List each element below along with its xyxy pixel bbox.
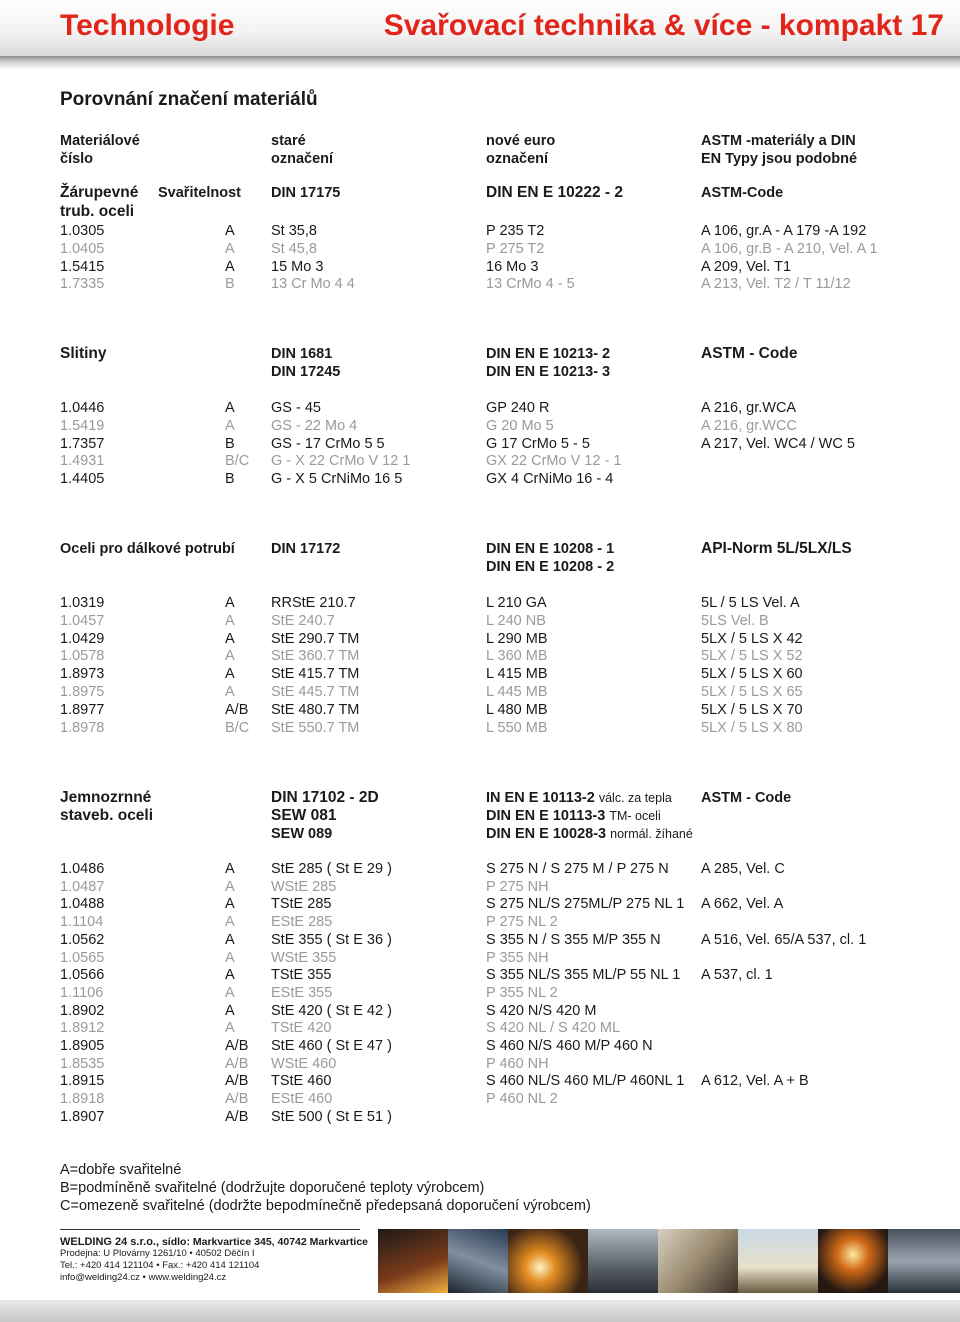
torch-photo [818, 1229, 888, 1293]
astm-code: A 516, Vel. 65/A 537, cl. 1 [701, 931, 867, 948]
weldability: A/B [225, 1108, 249, 1125]
section-header [0, 203, 960, 221]
weldability: A [225, 612, 235, 629]
en-note: válc. za tepla [598, 791, 672, 805]
new-designation: S 275 NL/S 275ML/P 275 NL 1 [486, 896, 685, 913]
new-designation: G 17 CrMo 5 - 5 [486, 435, 590, 452]
weldability: A/B [225, 1055, 249, 1072]
din-header: DIN 17172 [271, 541, 341, 557]
material-number: 1.4931 [60, 453, 105, 470]
new-designation: 16 Mo 3 [486, 258, 539, 275]
section-title: Slitiny [60, 345, 107, 362]
material-number: 1.5419 [60, 417, 105, 434]
weldability: B [225, 276, 235, 293]
astm-code: 5LX / 5 LS X 60 [701, 666, 803, 683]
old-designation: EStE 285 [271, 914, 333, 931]
weldability: A [225, 1020, 235, 1037]
old-designation: StE 480.7 TM [271, 701, 360, 718]
footer-divider [60, 1229, 360, 1230]
old-designation: WStE 460 [271, 1055, 337, 1072]
table-row [0, 984, 960, 1002]
section-title: staveb. oceli [60, 807, 154, 824]
old-designation: StE 420 ( St E 42 ) [271, 1002, 392, 1019]
material-number: 1.0486 [60, 861, 105, 877]
table-row [0, 949, 960, 967]
astm-code: A 216, gr.WCC [701, 417, 797, 434]
col-header-old: označení [271, 151, 334, 167]
table-row [0, 931, 960, 949]
table-row [0, 612, 960, 630]
section-header [0, 363, 960, 381]
din-header: SEW 081 [271, 807, 337, 824]
old-designation: StE 445.7 TM [271, 684, 360, 700]
old-designation: St 35,8 [271, 223, 317, 239]
en-header: DIN EN E 10213- 3 [486, 364, 611, 380]
windmill-photo [738, 1229, 818, 1293]
old-designation: St 45,8 [271, 240, 317, 257]
table-row [0, 878, 960, 896]
footer-phone: Tel.: +420 414 121104 • Fax.: +420 414 121104 [60, 1260, 260, 1271]
astm-code: A 217, Vel. WC4 / WC 5 [701, 435, 855, 452]
astm-code: 5LS Vel. B [701, 612, 769, 629]
new-designation: L 360 MB [486, 648, 548, 665]
weldability: A [225, 258, 235, 275]
old-designation: TStE 460 [271, 1073, 332, 1090]
table-row [0, 399, 960, 417]
weldability: B/C [225, 719, 250, 736]
welder-photo [448, 1229, 508, 1293]
new-designation: L 210 GA [486, 595, 547, 611]
material-number: 1.8978 [60, 719, 105, 736]
table-row [0, 701, 960, 719]
table-row [0, 913, 960, 931]
table-row [0, 1072, 960, 1090]
company-name: WELDING 24 s.r.o., [60, 1236, 160, 1248]
section-title: Jemnozrnné [60, 789, 152, 806]
astm-code: A 106, gr.A - A 179 -A 192 [701, 223, 867, 239]
material-number: 1.8977 [60, 701, 105, 718]
legend-item: A=dobře svařitelné [60, 1162, 182, 1178]
new-designation: S 420 NL / S 420 ML [486, 1020, 621, 1037]
material-number: 1.8902 [60, 1002, 105, 1019]
page-title: Porovnání značení materiálů [60, 89, 318, 110]
en-note: normál. žíhané [610, 827, 693, 841]
din-header: DIN 17245 [271, 364, 341, 380]
table-row [0, 1019, 960, 1037]
material-number: 1.0405 [60, 240, 105, 257]
table-row [0, 966, 960, 984]
weldability: A/B [225, 1038, 249, 1054]
new-designation: S 275 N / S 275 M / P 275 N [486, 861, 669, 877]
astm-code: 5LX / 5 LS X 80 [701, 719, 803, 736]
astm-header: API-Norm 5L/5LX/LS [701, 540, 852, 557]
material-number: 1.8915 [60, 1073, 105, 1090]
weldability: A [225, 595, 235, 611]
old-designation: GS - 17 CrMo 5 5 [271, 435, 385, 452]
astm-code: 5L / 5 LS Vel. A [701, 595, 800, 611]
new-designation: P 275 T2 [486, 240, 545, 257]
new-designation: P 275 NL 2 [486, 914, 558, 931]
table-row [0, 435, 960, 453]
material-number: 1.0565 [60, 949, 105, 966]
material-number: 1.8975 [60, 684, 105, 700]
old-designation: StE 460 ( St E 47 ) [271, 1038, 392, 1054]
old-designation: G - X 22 CrMo V 12 1 [271, 453, 411, 470]
material-number: 1.5415 [60, 258, 105, 275]
old-designation: 13 Cr Mo 4 4 [271, 276, 355, 293]
old-designation: RRStE 210.7 [271, 595, 356, 611]
material-number: 1.8535 [60, 1055, 105, 1072]
structure-photo [888, 1229, 960, 1293]
new-designation: GX 22 CrMo V 12 - 1 [486, 453, 622, 470]
weldability: A [225, 400, 235, 416]
en-header: DIN EN E 10213- 2 [486, 346, 611, 362]
weldability: A [225, 878, 235, 895]
old-designation: WStE 355 [271, 949, 337, 966]
weldability: A [225, 1002, 235, 1019]
en-note: TM- oceli [609, 809, 661, 823]
section-header [0, 558, 960, 576]
new-designation: GP 240 R [486, 400, 550, 416]
astm-header: ASTM - Code [701, 790, 792, 806]
material-number: 1.0487 [60, 878, 105, 895]
table-row [0, 1108, 960, 1126]
material-number: 1.0457 [60, 612, 105, 629]
table-row [0, 630, 960, 648]
section-title: trub. oceli [60, 203, 135, 220]
material-number: 1.7357 [60, 435, 105, 452]
weldability: A [225, 666, 235, 683]
footer-shop: Prodejna: U Plovárny 1261/10 • 40502 Děčín I [60, 1248, 255, 1259]
weldability: A/B [225, 701, 249, 718]
new-designation: L 550 MB [486, 719, 548, 736]
section-header [0, 825, 960, 843]
table-row [0, 222, 960, 240]
section-header [0, 184, 960, 202]
section-header [0, 345, 960, 363]
section-header [0, 807, 960, 825]
welding-photo [378, 1229, 448, 1293]
new-designation: S 460 NL/S 460 ML/P 460NL 1 [486, 1073, 685, 1090]
material-number: 1.0578 [60, 648, 105, 665]
weldability: A [225, 684, 235, 700]
footer-company [60, 1236, 368, 1248]
weldability: A [225, 931, 235, 948]
legend-item: B=podmíněně svařitelné (dodržujte doporučené teploty výrobcem) [60, 1180, 485, 1196]
column-header-row [0, 150, 960, 168]
material-number: 1.0319 [60, 595, 105, 611]
material-number: 1.8907 [60, 1108, 105, 1125]
weldability: B [225, 435, 235, 452]
col-header-new: nové euro [486, 133, 556, 149]
col-header-number: číslo [60, 151, 94, 167]
table-row [0, 275, 960, 293]
astm-code: A 213, Vel. T2 / T 11/12 [701, 276, 851, 293]
astm-code: A 106, gr.B - A 210, Vel. A 1 [701, 240, 878, 257]
old-designation: StE 550.7 TM [271, 719, 360, 736]
col-header-old: staré [271, 133, 306, 149]
weldability: A [225, 914, 235, 931]
din-header: DIN 17102 - 2D [271, 789, 379, 806]
material-number: 1.1106 [60, 984, 104, 1001]
table-row [0, 417, 960, 435]
old-designation: StE 290.7 TM [271, 630, 360, 647]
new-designation: S 355 NL/S 355 ML/P 55 NL 1 [486, 967, 681, 984]
old-designation: 15 Mo 3 [271, 258, 324, 275]
material-number: 1.0429 [60, 630, 105, 647]
machine-photo [588, 1229, 658, 1293]
company-seat: sídlo: Markvartice 345, 40742 Markvartice [161, 1236, 368, 1248]
old-designation: TStE 355 [271, 967, 332, 984]
old-designation: StE 355 ( St E 36 ) [271, 931, 392, 948]
col-header-number: Materiálové [60, 133, 140, 149]
new-designation: L 290 MB [486, 630, 548, 647]
en-code: IN EN E 10113-2 [486, 790, 595, 806]
section-title: Žárupevné [60, 184, 139, 201]
astm-code: A 285, Vel. C [701, 861, 785, 877]
table-row [0, 683, 960, 701]
new-designation: P 235 T2 [486, 223, 545, 239]
weldability: A [225, 223, 235, 239]
footer-web: info@welding24.cz • www.welding24.cz [60, 1272, 227, 1283]
weldability: A [225, 984, 235, 1001]
old-designation: EStE 460 [271, 1091, 333, 1108]
weldability: A [225, 949, 235, 966]
material-number: 1.0305 [60, 223, 105, 239]
table-row [0, 665, 960, 683]
old-designation: TStE 420 [271, 1020, 332, 1037]
table-row [0, 1055, 960, 1073]
new-designation: 13 CrMo 4 - 5 [486, 276, 575, 293]
astm-code: 5LX / 5 LS X 70 [701, 701, 803, 718]
astm-header: ASTM-Code [701, 185, 784, 201]
weldability: A [225, 896, 235, 913]
weldability: A [225, 648, 235, 665]
en-code: DIN EN E 10113-3 [486, 808, 606, 824]
material-number: 1.0446 [60, 400, 105, 416]
col-header-astm: EN Typy jsou podobné [701, 151, 858, 167]
column-header-row [0, 132, 960, 150]
new-designation: P 460 NL 2 [486, 1091, 558, 1108]
table-row [0, 470, 960, 488]
weldability: A [225, 967, 235, 984]
publication-title: Svařovací technika & více - kompakt 17 [383, 9, 944, 42]
astm-code: 5LX / 5 LS X 42 [701, 630, 803, 647]
old-designation: TStE 285 [271, 896, 332, 913]
col-header-astm: ASTM -materiály a DIN [701, 133, 856, 149]
table-row [0, 895, 960, 913]
table-row [0, 860, 960, 878]
old-designation: StE 360.7 TM [271, 648, 360, 665]
din-header: SEW 089 [271, 826, 333, 842]
table-row [0, 594, 960, 612]
material-number: 1.0488 [60, 896, 105, 913]
material-number: 1.8918 [60, 1091, 105, 1108]
new-designation: P 355 NH [486, 949, 549, 966]
new-designation: L 240 NB [486, 612, 546, 629]
en-header [486, 825, 693, 843]
new-designation: L 480 MB [486, 701, 548, 718]
material-number: 1.1104 [60, 914, 104, 931]
din-header: DIN 1681 [271, 346, 333, 362]
footer-bar [0, 1300, 960, 1322]
material-number: 1.7335 [60, 276, 105, 293]
en-header [486, 807, 661, 825]
old-designation: StE 500 ( St E 51 ) [271, 1108, 392, 1125]
astm-code: A 216, gr.WCA [701, 400, 797, 416]
material-number: 1.0566 [60, 967, 105, 984]
old-designation: StE 415.7 TM [271, 666, 360, 683]
weldability: B/C [225, 453, 250, 470]
new-designation: G 20 Mo 5 [486, 417, 554, 434]
weldability: A/B [225, 1091, 249, 1108]
astm-code: 5LX / 5 LS X 65 [701, 684, 803, 700]
section-title: Technologie [60, 9, 235, 42]
weldability: A [225, 861, 235, 877]
astm-code: A 537, cl. 1 [701, 967, 773, 984]
page-header [0, 0, 960, 56]
weldability-header: Svařitelnost [158, 185, 241, 201]
weldability: A [225, 630, 235, 647]
astm-header: ASTM - Code [701, 345, 798, 362]
en-header [486, 789, 672, 807]
weldability: B [225, 471, 235, 488]
new-designation: L 415 MB [486, 666, 548, 683]
section-title: Oceli pro dálkové potrubí [60, 541, 235, 557]
material-number: 1.4405 [60, 471, 105, 488]
table-row [0, 258, 960, 276]
new-designation: GX 4 CrNiMo 16 - 4 [486, 471, 614, 488]
astm-code: A 662, Vel. A [701, 896, 784, 913]
table-row [0, 1002, 960, 1020]
weldability: A/B [225, 1073, 249, 1090]
din-header: DIN 17175 [271, 185, 341, 201]
material-number: 1.8912 [60, 1020, 105, 1037]
old-designation: WStE 285 [271, 878, 337, 895]
old-designation: GS - 45 [271, 400, 321, 416]
col-header-new: označení [486, 151, 549, 167]
new-designation: P 275 NH [486, 878, 549, 895]
old-designation: G - X 5 CrNiMo 16 5 [271, 471, 403, 488]
legend-item: C=omezeně svařitelné (dodržte bepodmínečně předepsaná doporučení výrobcem) [60, 1198, 591, 1214]
en-code: DIN EN E 10028-3 [486, 826, 607, 842]
material-number: 1.0562 [60, 931, 105, 948]
old-designation: EStE 355 [271, 984, 333, 1001]
footer-photo-strip [378, 1229, 960, 1293]
weldability: A [225, 240, 235, 257]
en-header: DIN EN E 10222 - 2 [486, 184, 623, 201]
table-row [0, 1090, 960, 1108]
en-header: DIN EN E 10208 - 2 [486, 559, 615, 575]
new-designation: S 420 N/S 420 M [486, 1002, 597, 1019]
new-designation: S 460 N/S 460 M/P 460 N [486, 1038, 653, 1054]
table-row [0, 719, 960, 737]
table-row [0, 452, 960, 470]
table-row [0, 1037, 960, 1055]
new-designation: P 460 NH [486, 1055, 549, 1072]
material-number: 1.8905 [60, 1038, 105, 1054]
old-designation: GS - 22 Mo 4 [271, 417, 358, 434]
en-header: DIN EN E 10208 - 1 [486, 541, 615, 557]
weldability: A [225, 417, 235, 434]
old-designation: StE 285 ( St E 29 ) [271, 861, 392, 877]
table-row [0, 647, 960, 665]
old-designation: StE 240.7 [271, 612, 335, 629]
section-header [0, 540, 960, 558]
pipe-photo [658, 1229, 738, 1293]
astm-code: 5LX / 5 LS X 52 [701, 648, 803, 665]
astm-code: A 612, Vel. A + B [701, 1073, 809, 1090]
section-header [0, 789, 960, 807]
table-row [0, 240, 960, 258]
material-number: 1.8973 [60, 666, 105, 683]
astm-code: A 209, Vel. T1 [701, 258, 792, 275]
header-divider [0, 56, 960, 70]
new-designation: S 355 N / S 355 M/P 355 N [486, 931, 661, 948]
new-designation: P 355 NL 2 [486, 984, 558, 1001]
spark-photo [508, 1229, 588, 1293]
new-designation: L 445 MB [486, 684, 548, 700]
